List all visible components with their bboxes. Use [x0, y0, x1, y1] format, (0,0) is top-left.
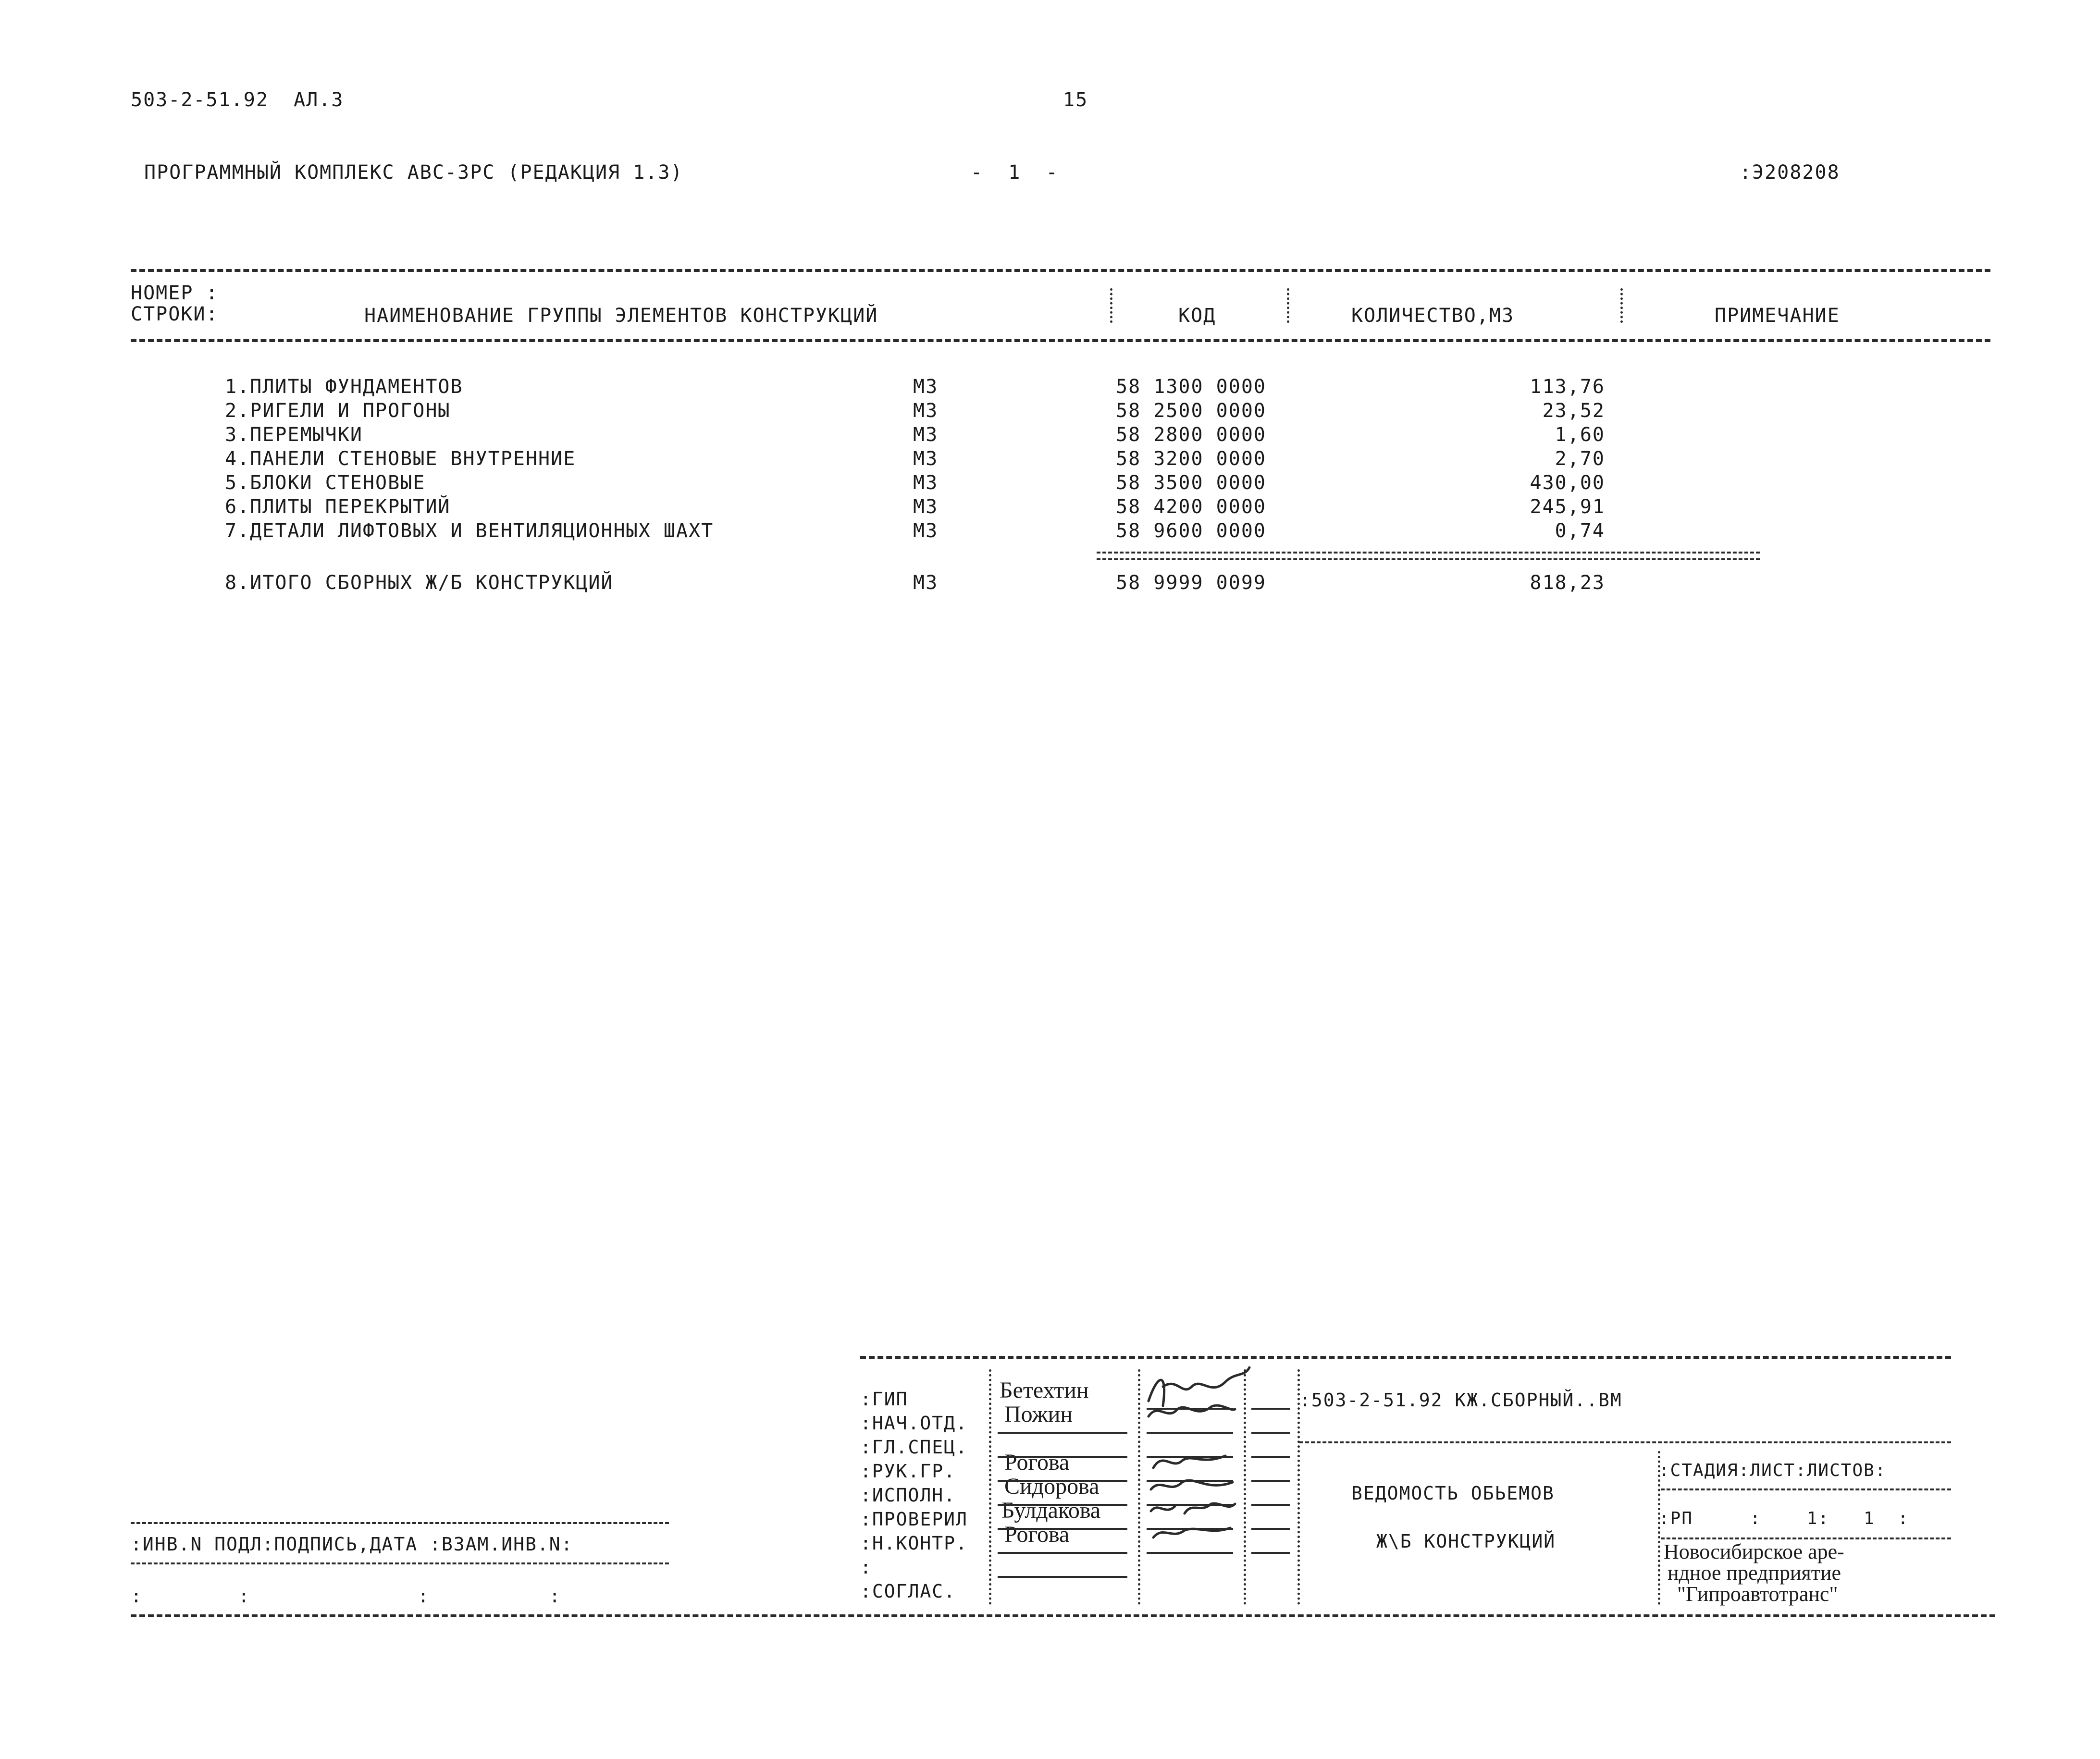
- date-underline: [1251, 1504, 1290, 1506]
- row-unit: М3: [913, 400, 939, 422]
- name-dept-head: Пожин: [1004, 1402, 1073, 1427]
- row-code: 58 3200 0000: [1116, 448, 1266, 470]
- row-unit: М3: [913, 424, 939, 446]
- stage-header: :СТАДИЯ:ЛИСТ:ЛИСТОВ:: [1659, 1461, 1887, 1480]
- row-name: 5.БЛОКИ СТЕНОВЫЕ: [225, 472, 426, 494]
- row-name: 6.ПЛИТЫ ПЕРЕКРЫТИЙ: [225, 496, 451, 518]
- name-underline: [998, 1480, 1127, 1482]
- inventory-header: :ИНВ.N ПОДЛ:ПОДПИСЬ,ДАТА :ВЗАМ.ИНВ.N:: [131, 1534, 573, 1555]
- name-checker: Булдакова: [1001, 1498, 1101, 1523]
- row-code: 58 2500 0000: [1116, 400, 1266, 422]
- stamp-document-code: :503-2-51.92 КЖ.СБОРНЫЙ..ВМ: [1299, 1390, 1622, 1411]
- stamp-bottom-border: [131, 1614, 1995, 1617]
- role-chief-specialist: :ГЛ.СПЕЦ.: [860, 1437, 968, 1458]
- stage-values-border: [1661, 1538, 1951, 1539]
- role-norm-control: :Н.КОНТР.: [860, 1533, 968, 1554]
- total-code: 58 9999 0099: [1116, 572, 1266, 594]
- header-note: ПРИМЕЧАНИЕ: [1715, 305, 1840, 327]
- role-executor: :ИСПОЛН.: [860, 1485, 956, 1506]
- signature-underline: [1147, 1432, 1233, 1434]
- name-group-lead: Рогова: [1004, 1450, 1070, 1475]
- role-dept-head: :НАЧ.ОТД.: [860, 1413, 968, 1434]
- signature-norm-control: [1144, 1518, 1240, 1547]
- row-code: 58 4200 0000: [1116, 496, 1266, 518]
- stamp-title-line2: Ж\Б КОНСТРУКЦИЙ: [1376, 1531, 1556, 1552]
- header-separator: [1287, 288, 1289, 323]
- name-underline: [998, 1504, 1127, 1506]
- inventory-separators: : : : :: [131, 1586, 561, 1607]
- total-separator: [1097, 552, 1760, 560]
- date-underline: [1251, 1456, 1290, 1458]
- stamp-title-line1: ВЕДОМОСТЬ ОБЬЕМОВ: [1351, 1483, 1555, 1504]
- names-separator: [989, 1369, 991, 1605]
- row-quantity: 113,76: [1530, 376, 1605, 398]
- row-quantity: 2,70: [1555, 448, 1605, 470]
- role-checker: :ПРОВЕРИЛ: [860, 1509, 968, 1530]
- row-quantity: 0,74: [1555, 520, 1605, 542]
- sheet-marker: - 1 -: [971, 161, 1059, 184]
- name-gip: Бетехтин: [1000, 1378, 1089, 1403]
- role-approved: :СОГЛАС.: [860, 1581, 956, 1602]
- row-quantity: 245,91: [1530, 496, 1605, 518]
- name-underline: [998, 1432, 1127, 1434]
- header-name: НАИМЕНОВАНИЕ ГРУППЫ ЭЛЕМЕНТОВ КОНСТРУКЦИЙ: [364, 305, 878, 327]
- page-number: 15: [1063, 89, 1088, 111]
- organization-line1: Новосибирское аре-: [1664, 1540, 1844, 1563]
- header-separator: [1620, 288, 1623, 323]
- date-underline: [1251, 1432, 1290, 1434]
- signature-separator: [1138, 1369, 1140, 1605]
- stage-header-border: [1661, 1488, 1951, 1490]
- row-code: 58 3500 0000: [1116, 472, 1266, 494]
- organization-line2: ндное предприятие: [1668, 1561, 1841, 1585]
- organization-line3: "Гипроавтотранс": [1677, 1582, 1838, 1606]
- row-quantity: 1,60: [1555, 424, 1605, 446]
- row-unit: М3: [913, 448, 939, 470]
- name-underline: [998, 1528, 1127, 1530]
- date-underline: [1251, 1480, 1290, 1482]
- total-quantity: 818,23: [1530, 572, 1605, 594]
- date-underline: [1251, 1408, 1290, 1410]
- row-quantity: 430,00: [1530, 472, 1605, 494]
- signature-dept-head: [1144, 1397, 1240, 1426]
- role-gip: :ГИП: [860, 1389, 908, 1410]
- date-underline: [1251, 1552, 1290, 1554]
- total-unit: М3: [913, 572, 939, 594]
- date-underline: [1251, 1528, 1290, 1530]
- row-name: 3.ПЕРЕМЫЧКИ: [225, 424, 363, 446]
- row-name: 7.ДЕТАЛИ ЛИФТОВЫХ И ВЕНТИЛЯЦИОННЫХ ШАХТ: [225, 520, 714, 542]
- role-group-lead: :РУК.ГР.: [860, 1461, 956, 1482]
- program-title: ПРОГРАММНЫЙ КОМПЛЕКС АВС-3РС (РЕДАКЦИЯ 1.3): [144, 161, 683, 184]
- name-executor: Сидорова: [1004, 1474, 1099, 1499]
- header-separator: [1110, 288, 1112, 323]
- total-name: 8.ИТОГО СБОРНЫХ Ж/Б КОНСТРУКЦИЙ: [225, 572, 614, 594]
- table-header-border: [131, 339, 1990, 342]
- document-code: 503-2-51.92 АЛ.3: [131, 89, 344, 111]
- name-underline: [998, 1576, 1127, 1578]
- header-row-number: НОМЕР : СТРОКИ:: [131, 282, 219, 325]
- row-unit: М3: [913, 376, 939, 398]
- row-unit: М3: [913, 472, 939, 494]
- role-blank: :: [860, 1557, 872, 1578]
- table-top-border: [131, 269, 1990, 272]
- stage-values: :РП : 1: 1 :: [1659, 1509, 1909, 1528]
- name-underline: [998, 1456, 1127, 1458]
- row-name: 1.ПЛИТЫ ФУНДАМЕНТОВ: [225, 376, 463, 398]
- row-name: 4.ПАНЕЛИ СТЕНОВЫЕ ВНУТРЕННИЕ: [225, 448, 576, 470]
- inventory-mid-border: [131, 1562, 669, 1564]
- signature-underline: [1147, 1552, 1233, 1554]
- print-code: :Э208208: [1740, 161, 1840, 184]
- row-quantity: 23,52: [1542, 400, 1605, 422]
- name-norm-control: Рогова: [1004, 1522, 1070, 1547]
- stamp-code-border: [1299, 1441, 1951, 1443]
- row-unit: М3: [913, 520, 939, 542]
- inventory-top-border: [131, 1522, 669, 1524]
- row-unit: М3: [913, 496, 939, 518]
- stamp-top-border: [860, 1356, 1951, 1359]
- header-quantity: КОЛИЧЕСТВО,М3: [1351, 305, 1515, 327]
- header-code: КОД: [1178, 305, 1216, 327]
- name-underline: [998, 1552, 1127, 1554]
- row-code: 58 1300 0000: [1116, 376, 1266, 398]
- row-code: 58 9600 0000: [1116, 520, 1266, 542]
- row-code: 58 2800 0000: [1116, 424, 1266, 446]
- row-name: 2.РИГЕЛИ И ПРОГОНЫ: [225, 400, 451, 422]
